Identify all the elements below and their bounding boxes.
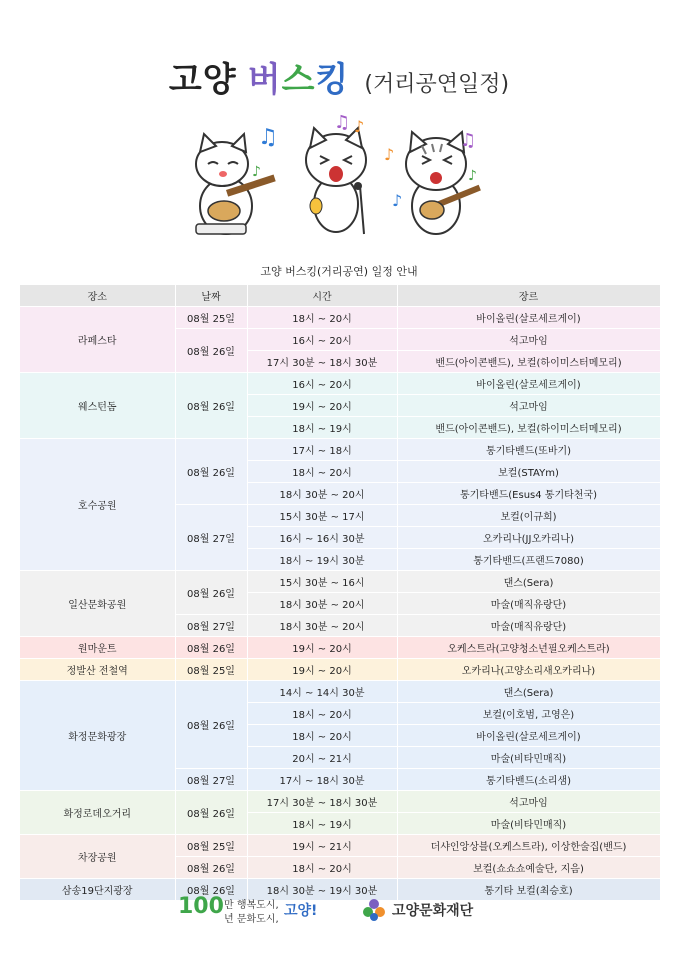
svg-text:♪: ♪ (468, 168, 477, 184)
goyang-city-logo (178, 890, 328, 936)
cell-date: 08월 26일 (175, 329, 247, 373)
cell-genre: 보컬(이규희) (397, 505, 660, 527)
cell-time: 18시 ~ 20시 (247, 703, 397, 725)
cell-time: 19시 ~ 20시 (247, 659, 397, 681)
cell-genre: 보컬(이호범, 고영은) (397, 703, 660, 725)
cell-date: 08월 26일 (175, 879, 247, 901)
table-row (20, 439, 660, 461)
cell-place: 삼송19단지광장 (20, 879, 175, 901)
cell-genre: 마술(비타민매직) (397, 747, 660, 769)
cell-genre: 보컬(쇼쇼쇼예술단, 지음) (397, 857, 660, 879)
foundation-logo-icon (362, 898, 386, 922)
cell-time: 15시 30분 ~ 17시 (247, 505, 397, 527)
title-char-3: 킹 (315, 60, 350, 100)
cell-time: 16시 ~ 20시 (247, 329, 397, 351)
cat-singing-icon (306, 128, 366, 234)
cell-genre: 석고마임 (397, 395, 660, 417)
cell-date: 08월 27일 (175, 615, 247, 637)
cell-time: 18시 ~ 20시 (247, 461, 397, 483)
cell-time: 18시 30분 ~ 19시 30분 (247, 879, 397, 901)
table-row (20, 373, 660, 395)
svg-text:♪: ♪ (354, 117, 365, 136)
cell-date: 08월 26일 (175, 857, 247, 879)
cell-time: 16시 ~ 16시 30분 (247, 527, 397, 549)
header-date: 날짜 (175, 285, 247, 307)
svg-text:♪: ♪ (392, 191, 403, 210)
cell-place: 일산문화공원 (20, 571, 175, 637)
cell-genre: 마술(매직유랑단) (397, 593, 660, 615)
table-title: 고양 버스킹(거리공연) 일정 안내 (260, 265, 418, 278)
title-char-1: 버 (247, 60, 282, 100)
cell-genre: 통기타밴드(Esus4 통기타천국) (397, 483, 660, 505)
cell-place: 차장공원 (20, 835, 175, 879)
cell-genre: 댄스(Sera) (397, 681, 660, 703)
cell-genre: 더샤인앙상블(오케스트라), 이상한술집(밴드) (397, 835, 660, 857)
cell-genre: 마술(매직유랑단) (397, 615, 660, 637)
cell-time: 18시 30분 ~ 20시 (247, 593, 397, 615)
header-genre: 장르 (397, 285, 660, 307)
cell-time: 15시 30분 ~ 16시 (247, 571, 397, 593)
logo-line-top: 만 행복도시, (224, 900, 279, 911)
table-row (20, 571, 660, 593)
cell-date: 08월 26일 (175, 681, 247, 769)
svg-text:♫: ♫ (334, 112, 351, 133)
cell-genre: 밴드(아이콘밴드), 보컬(하이미스터메모리) (397, 351, 660, 373)
cell-time: 18시 ~ 19시 (247, 813, 397, 835)
cell-time: 18시 ~ 20시 (247, 857, 397, 879)
cell-time: 17시 ~ 18시 (247, 439, 397, 461)
cell-genre: 석고마임 (397, 791, 660, 813)
schedule-table (20, 285, 661, 901)
cell-time: 18시 ~ 19시 30분 (247, 549, 397, 571)
cell-time: 16시 ~ 20시 (247, 373, 397, 395)
table-row (20, 637, 660, 659)
cell-genre: 오카리나(고양소리새오카리나) (397, 659, 660, 681)
cell-time: 20시 ~ 21시 (247, 747, 397, 769)
foundation-logo (362, 896, 522, 926)
cell-genre: 보컬(STAYm) (397, 461, 660, 483)
cell-time: 18시 ~ 20시 (247, 725, 397, 747)
cell-time: 17시 30분 ~ 18시 30분 (247, 791, 397, 813)
title-subtitle: (거리공연일정) (364, 72, 510, 97)
cell-date: 08월 27일 (175, 505, 247, 571)
foundation-name: 고양문화재단 (392, 903, 474, 919)
cell-time: 19시 ~ 20시 (247, 395, 397, 417)
cell-genre: 바이올린(살로세르게이) (397, 373, 660, 395)
cell-genre: 통기타밴드(소리샘) (397, 769, 660, 791)
cell-time: 18시 30분 ~ 20시 (247, 615, 397, 637)
cell-time: 17시 30분 ~ 18시 30분 (247, 351, 397, 373)
cell-genre: 통기타 보컬(최승호) (397, 879, 660, 901)
table-row (20, 791, 660, 813)
cell-genre: 마술(비타민매직) (397, 813, 660, 835)
title-goyang: 고양 (168, 60, 237, 100)
logo-line-bottom: 년 문화도시, (224, 914, 279, 925)
cell-time: 19시 ~ 20시 (247, 637, 397, 659)
cell-time: 18시 30분 ~ 20시 (247, 483, 397, 505)
cell-genre: 석고마임 (397, 329, 660, 351)
cell-genre: 오카리나(JJ오카리나) (397, 527, 660, 549)
table-row (20, 659, 660, 681)
logo-100-number: 100 (178, 894, 224, 919)
schedule-body (20, 307, 660, 901)
cell-genre: 댄스(Sera) (397, 571, 660, 593)
cell-date: 08월 26일 (175, 637, 247, 659)
cell-time: 17시 ~ 18시 30분 (247, 769, 397, 791)
title-char-2: 스 (281, 60, 316, 100)
cell-place: 화정문화광장 (20, 681, 175, 791)
cell-date: 08월 26일 (175, 571, 247, 615)
logo-city-name: 고양! (284, 903, 318, 919)
cell-genre: 바이올린(살로세르게이) (397, 307, 660, 329)
table-row (20, 835, 660, 857)
cell-place: 호수공원 (20, 439, 175, 571)
header-time: 시간 (247, 285, 397, 307)
svg-text:♪: ♪ (384, 145, 395, 164)
busking-cats-illustration (186, 106, 486, 246)
cell-time: 19시 ~ 21시 (247, 835, 397, 857)
cell-place: 정발산 전철역 (20, 659, 175, 681)
cell-genre: 통기타밴드(또바기) (397, 439, 660, 461)
table-row (20, 681, 660, 703)
cell-place: 화정로데오거리 (20, 791, 175, 835)
cell-time: 18시 ~ 20시 (247, 307, 397, 329)
cell-date: 08월 25일 (175, 835, 247, 857)
table-row (20, 307, 660, 329)
table-header-row (20, 285, 660, 307)
svg-text:♫: ♫ (258, 125, 278, 150)
cell-genre: 밴드(아이콘밴드), 보컬(하이미스터메모리) (397, 417, 660, 439)
footer (0, 888, 678, 938)
cell-date: 08월 25일 (175, 307, 247, 329)
svg-text:♪: ♪ (252, 164, 261, 180)
cell-time: 18시 ~ 19시 (247, 417, 397, 439)
cell-date: 08월 26일 (175, 373, 247, 439)
cell-genre: 통기타밴드(프랜드7080) (397, 549, 660, 571)
cell-place: 원마운트 (20, 637, 175, 659)
cell-date: 08월 27일 (175, 769, 247, 791)
cell-genre: 바이올린(살로세르게이) (397, 725, 660, 747)
header-place: 장소 (20, 285, 175, 307)
cell-place: 웨스턴돔 (20, 373, 175, 439)
cell-date: 08월 26일 (175, 791, 247, 835)
svg-text:♫: ♫ (460, 130, 477, 151)
cell-time: 14시 ~ 14시 30분 (247, 681, 397, 703)
cell-place: 라페스타 (20, 307, 175, 373)
cell-date: 08월 25일 (175, 659, 247, 681)
page-title (0, 52, 678, 101)
cell-date: 08월 26일 (175, 439, 247, 505)
cell-genre: 오케스트라(고양청소년필오케스트라) (397, 637, 660, 659)
